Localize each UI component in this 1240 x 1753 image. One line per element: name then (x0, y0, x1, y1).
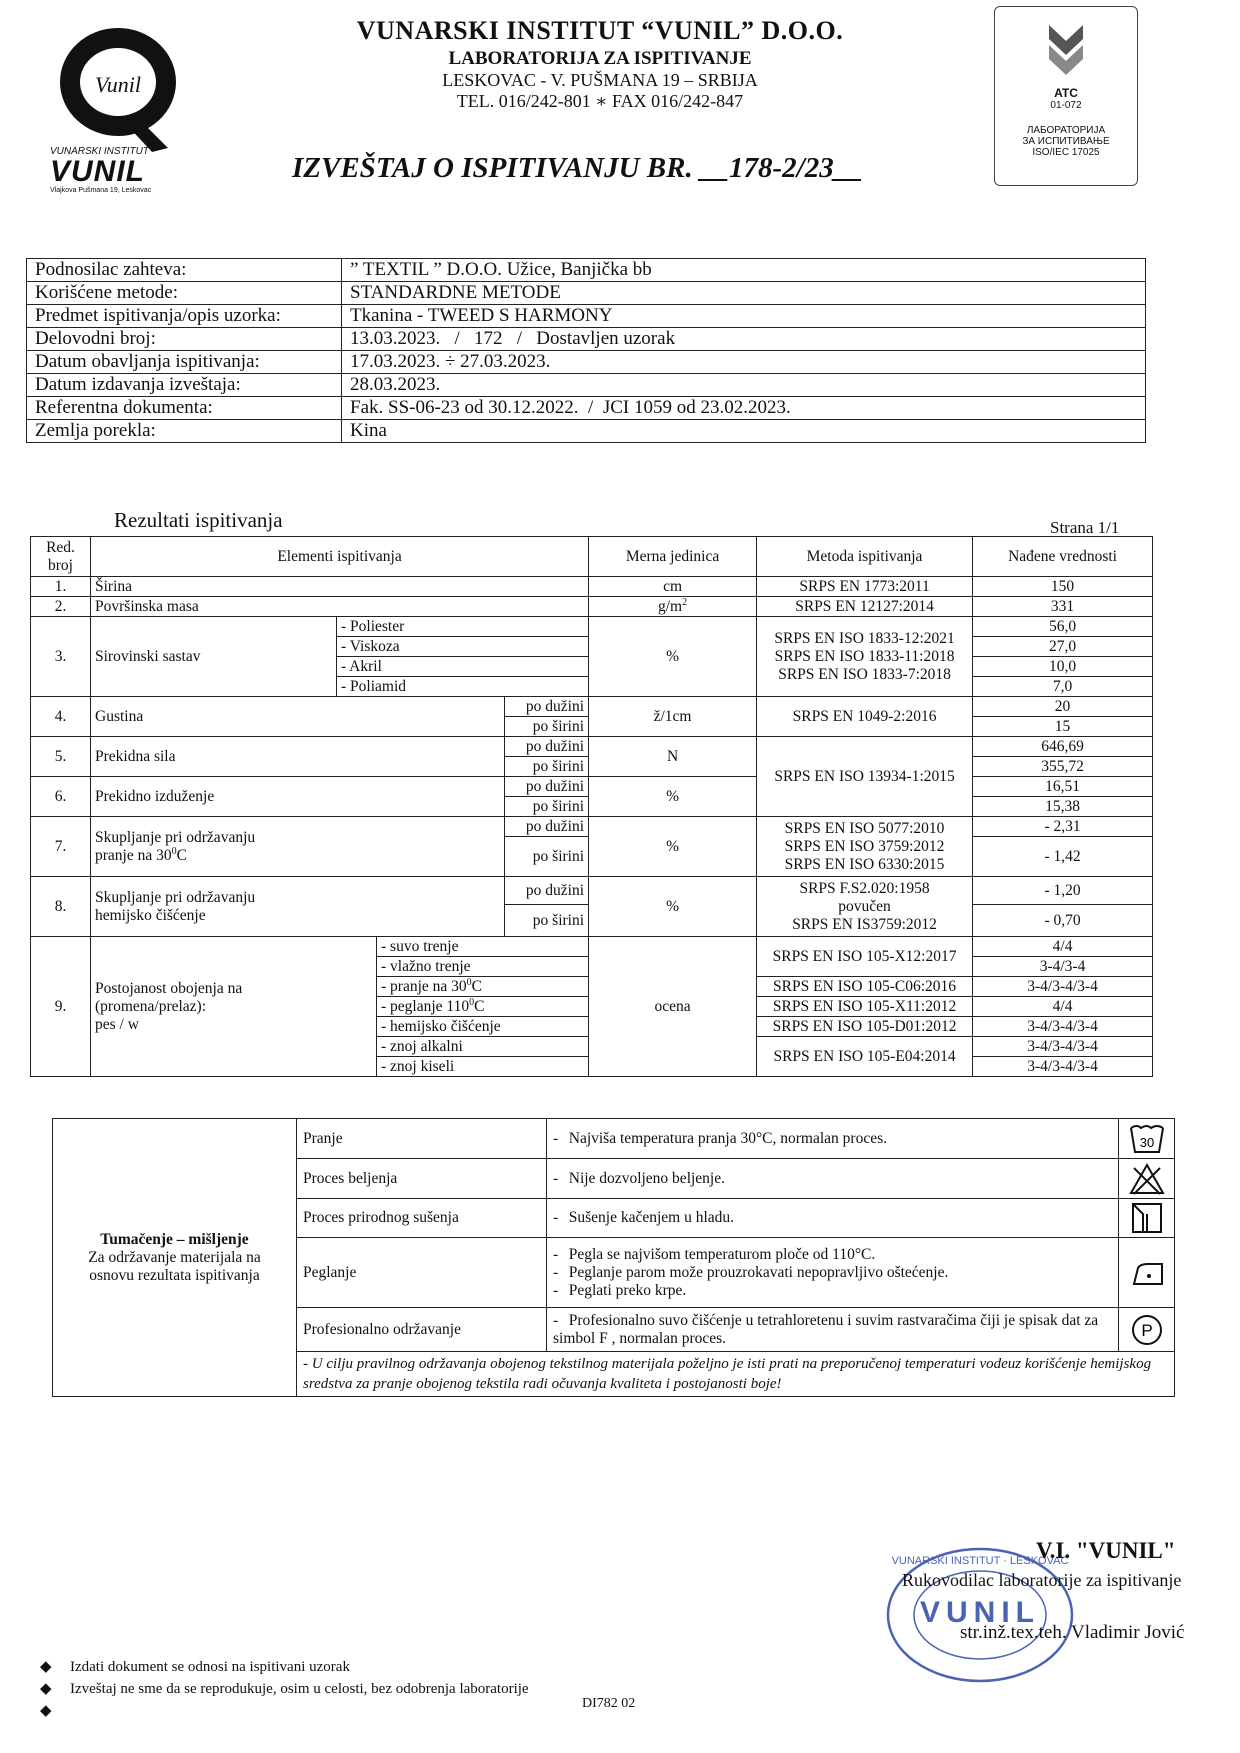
care-item-name: Peglanje (297, 1238, 547, 1308)
row-no: 4. (31, 697, 91, 737)
care-item-name: Proces beljenja (297, 1159, 547, 1199)
row-unit: % (589, 877, 757, 937)
care-heading: Tumačenje – mišljenje Za održavanje materijala na osnovu rezultata ispitivanja (53, 1119, 297, 1397)
wash-30-icon (1119, 1119, 1175, 1159)
row-no: 8. (31, 877, 91, 937)
col-method: Metoda ispitivanja (757, 537, 973, 577)
row-method: SRPS EN ISO 1833-12:2021 SRPS EN ISO 1833-11:2018 SRPS EN ISO 1833-7:2018 (757, 617, 973, 697)
sub-element: - Poliester (337, 617, 589, 637)
dry-clean-p-icon (1119, 1308, 1175, 1352)
info-value: 13.03.2023. / 172 / Dostavljen uzorak (342, 328, 1146, 351)
row-method: SRPS EN ISO 13934-1:2015 (757, 737, 973, 817)
logo-caption: VUNARSKI INSTITUT VUNIL Vlajkova Pušmana 19, Leskovac (50, 146, 152, 194)
atc-line1: ЛАБОРАТОРИЈА (1026, 125, 1106, 136)
table-row (31, 737, 1153, 757)
sub-element: po širini (505, 905, 589, 937)
row-element: Gustina (91, 697, 505, 737)
sub-element: po dužini (505, 817, 589, 837)
row-method: SRPS EN ISO 5077:2010 SRPS EN ISO 3759:2012 SRPS EN ISO 6330:2015 (757, 817, 973, 877)
header-row (31, 537, 1153, 577)
row-value: 20 (973, 697, 1153, 717)
info-value: Kina (342, 420, 1146, 443)
table-row (31, 877, 1153, 905)
footer-notes (40, 1656, 529, 1722)
sub-element: po širini (505, 837, 589, 877)
row-value: - 0,70 (973, 905, 1153, 937)
svg-text:VUNIL: VUNIL (920, 1596, 1040, 1629)
row-value: - 1,42 (973, 837, 1153, 877)
row-no: 2. (31, 597, 91, 617)
sub-element: - suvo trenje (377, 937, 589, 957)
row-unit: % (589, 817, 757, 877)
row-value: 150 (973, 577, 1153, 597)
row-method: SRPS EN 12127:2014 (757, 597, 973, 617)
svg-text:Vunil: Vunil (94, 72, 142, 97)
care-item-text: - Sušenje kačenjem u hladu. (547, 1199, 1119, 1238)
care-item-text: - Nije dozvoljeno beljenje. (547, 1159, 1119, 1199)
info-row (27, 328, 1146, 351)
page-number: Strana 1/1 (1050, 518, 1120, 537)
table-row (31, 777, 1153, 797)
col-value: Nađene vrednosti (973, 537, 1153, 577)
row-element: Širina (91, 577, 589, 597)
institute-header (260, 16, 940, 112)
row-unit: cm (589, 577, 757, 597)
row-value: 10,0 (973, 657, 1153, 677)
info-value: 17.03.2023. ÷ 27.03.2023. (342, 351, 1146, 374)
accreditation-badge (994, 6, 1138, 186)
sub-element: - vlažno trenje (377, 957, 589, 977)
row-element: Skupljanje pri održavanju pranje na $30^0C$ (91, 817, 505, 877)
row-no: 5. (31, 737, 91, 777)
row-element: Skupljanje pri održavanju hemijsko čišćenje (91, 877, 505, 937)
request-info-table (26, 258, 1146, 443)
row-unit: % (589, 617, 757, 697)
sub-element: - znoj alkalni (377, 1037, 589, 1057)
care-item-name: Pranje (297, 1119, 547, 1159)
row-value: 15,38 (973, 797, 1153, 817)
row-value: 16,51 (973, 777, 1153, 797)
col-unit: Merna jedinica (589, 537, 757, 577)
info-label: Delovodni broj: (27, 328, 342, 351)
row-value: 3-4/3-4/3-4 (973, 977, 1153, 997)
signature-org: V.I. "VUNIL" (1036, 1538, 1176, 1563)
sub-element: po dužini (505, 737, 589, 757)
iron-low-icon (1119, 1238, 1175, 1308)
row-no: 1. (31, 577, 91, 597)
col-element: Elementi ispitivanja (91, 537, 589, 577)
info-label: Datum obavljanja ispitivanja: (27, 351, 342, 374)
row-value: 3-4/3-4/3-4 (973, 1017, 1153, 1037)
document-code: DI782 02 (582, 1696, 636, 1711)
institute-title: VUNARSKI INSTITUT “VUNIL” D.O.O. (356, 16, 844, 45)
atc-label: ATC (1054, 86, 1078, 100)
care-item-name: Proces prirodnog sušenja (297, 1199, 547, 1238)
row-element: Sirovinski sastav (91, 617, 337, 697)
info-value: STANDARDNE METODE (342, 282, 1146, 305)
sub-element: - Poliamid (337, 677, 589, 697)
row-value: 355,72 (973, 757, 1153, 777)
row-value: 3-4/3-4 (973, 957, 1153, 977)
info-label: Datum izdavanja izveštaja: (27, 374, 342, 397)
footer-line: ◆ Izdati dokument se odnosi na ispitivani uzorak (40, 1659, 350, 1675)
care-row (53, 1119, 1175, 1159)
care-item-text: - Pegla se najvišom temperaturom ploče od 110°C. - Peglanje parom može prouzrokavati nepopravljivo oštećenje. - Peglati preko krpe. (547, 1238, 1119, 1308)
row-value: 4/4 (973, 997, 1153, 1017)
info-row (27, 282, 1146, 305)
row-no: 9. (31, 937, 91, 1077)
table-row (31, 817, 1153, 837)
address: LESKOVAC - V. PUŠMANA 19 – SRBIJA (442, 70, 758, 90)
svg-text:VUNARSKI INSTITUT · LESKOVAC: VUNARSKI INSTITUT · LESKOVAC (891, 1555, 1069, 1567)
row-no: 6. (31, 777, 91, 817)
sub-element: - pranje na $30^0C$ (377, 977, 589, 997)
row-element: Površinska masa (91, 597, 589, 617)
info-label: Zemlja porekla: (27, 420, 342, 443)
care-item-name: Profesionalno održavanje (297, 1308, 547, 1352)
sub-element: - peglanje $110^0C$ (377, 997, 589, 1017)
info-row (27, 305, 1146, 328)
row-method: SRPS EN ISO 105-X11:2012 (757, 997, 973, 1017)
sub-element: po dužini (505, 777, 589, 797)
row-value: - 2,31 (973, 817, 1153, 837)
row-unit: $g/m^2$ (589, 597, 757, 617)
row-value: 3-4/3-4/3-4 (973, 1037, 1153, 1057)
row-value: 331 (973, 597, 1153, 617)
row-value: 3-4/3-4/3-4 (973, 1057, 1153, 1077)
row-element: Prekidna sila (91, 737, 505, 777)
sub-element: - Viskoza (337, 637, 589, 657)
info-value: Fak. SS-06-23 od 30.12.2022. / JCI 1059 od 23.02.2023. (342, 397, 1146, 420)
row-value: 7,0 (973, 677, 1153, 697)
info-label: Podnosilac zahteva: (27, 259, 342, 282)
svg-text:P: P (1140, 1320, 1153, 1340)
info-row (27, 420, 1146, 443)
row-element: Postojanost obojenja na (promena/prelaz): pes / w (91, 937, 377, 1077)
info-row (27, 259, 1146, 282)
atc-line2: ЗА ИСПИТИВАЊЕ (1022, 136, 1110, 147)
care-instructions-table (52, 1118, 1175, 1397)
info-row (27, 374, 1146, 397)
row-method: SRPS EN ISO 105-C06:2016 (757, 977, 973, 997)
report-number: IZVEŠTAJ O ISPITIVANJU BR. __178-2/23__ (292, 152, 863, 184)
sub-element: po širini (505, 757, 589, 777)
table-row (31, 577, 1153, 597)
info-value: Tkanina - TWEED S HARMONY (342, 305, 1146, 328)
row-no: 7. (31, 817, 91, 877)
sub-element: po širini (505, 797, 589, 817)
sub-element: po dužini (505, 877, 589, 905)
info-row (27, 351, 1146, 374)
row-value: 15 (973, 717, 1153, 737)
no-bleach-icon (1119, 1159, 1175, 1199)
results-title: Rezultati ispitivanja (114, 508, 283, 532)
phone: TEL. 016/242-801 ∗ FAX 016/242-847 (456, 91, 744, 111)
sub-element: - znoj kiseli (377, 1057, 589, 1077)
row-method: SRPS EN ISO 105-D01:2012 (757, 1017, 973, 1037)
line-dry-shade-icon (1119, 1199, 1175, 1238)
row-unit: N (589, 737, 757, 777)
row-method: SRPS F.S2.020:1958 povučen SRPS EN IS3759:2012 (757, 877, 973, 937)
signature-role: Rukovodilac laboratorije za ispitivanje (902, 1570, 1182, 1590)
table-row (31, 617, 1153, 637)
info-label: Predmet ispitivanja/opis uzorka: (27, 305, 342, 328)
row-method: SRPS EN 1049-2:2016 (757, 697, 973, 737)
table-row (31, 937, 1153, 957)
sub-element: - hemijsko čišćenje (377, 1017, 589, 1037)
sub-element: po dužini (505, 697, 589, 717)
row-element: Prekidno izduženje (91, 777, 505, 817)
sub-element: - Akril (337, 657, 589, 677)
row-method: SRPS EN 1773:2011 (757, 577, 973, 597)
table-row (31, 697, 1153, 717)
row-value: 646,69 (973, 737, 1153, 757)
row-value: 27,0 (973, 637, 1153, 657)
row-value: 4/4 (973, 937, 1153, 957)
footer-line: ◆ Izveštaj ne sme da se reprodukuje, osim u celosti, bez odobrenja laboratorije (40, 1681, 529, 1697)
col-no: Red. broj (31, 537, 91, 577)
row-method: SRPS EN ISO 105-X12:2017 (757, 937, 973, 977)
atc-number: 01-072 (1050, 100, 1082, 111)
row-value: 56,0 (973, 617, 1153, 637)
footer-line: ◆ (40, 1703, 52, 1719)
row-value: - 1,20 (973, 877, 1153, 905)
row-method: SRPS EN ISO 105-E04:2014 (757, 1037, 973, 1077)
lab-name: LABORATORIJA ZA ISPITIVANJE (448, 48, 752, 69)
atc-mark-icon (1041, 21, 1091, 81)
info-value: ” TEXTIL ” D.O.O. Užice, Banjička bb (342, 259, 1146, 282)
info-row (27, 397, 1146, 420)
table-row (31, 597, 1153, 617)
care-item-text: - Najviša temperatura pranja 30°C, normalan proces. (547, 1119, 1119, 1159)
sub-element: po širini (505, 717, 589, 737)
info-label: Referentna dokumenta: (27, 397, 342, 420)
care-item-text: - Profesionalno suvo čišćenje u tetrahloretenu i suvim rastvaračima čiji je spisak dat za simbol F , normalan proces. (547, 1308, 1119, 1352)
info-label: Korišćene metode: (27, 282, 342, 305)
care-note: - U cilju pravilnog održavanja obojenog tekstilnog materijala poželjno je isti prati na preporučenoj temperaturi vodeuz korišćenje hemijskog sredstva za pranje obojenog tekstila radi očuvanja kvaliteta i postojanosti boje! (297, 1352, 1175, 1397)
atc-line3: ISO/IEC 17025 (1032, 147, 1100, 158)
row-unit: ocena (589, 937, 757, 1077)
row-no: 3. (31, 617, 91, 697)
results-table (30, 536, 1153, 1077)
svg-text:30: 30 (1139, 1134, 1154, 1150)
signature-name: str.inž.tex.teh. Vladimir Jović (960, 1622, 1185, 1643)
row-unit: ž/1cm (589, 697, 757, 737)
row-unit: % (589, 777, 757, 817)
info-value: 28.03.2023. (342, 374, 1146, 397)
